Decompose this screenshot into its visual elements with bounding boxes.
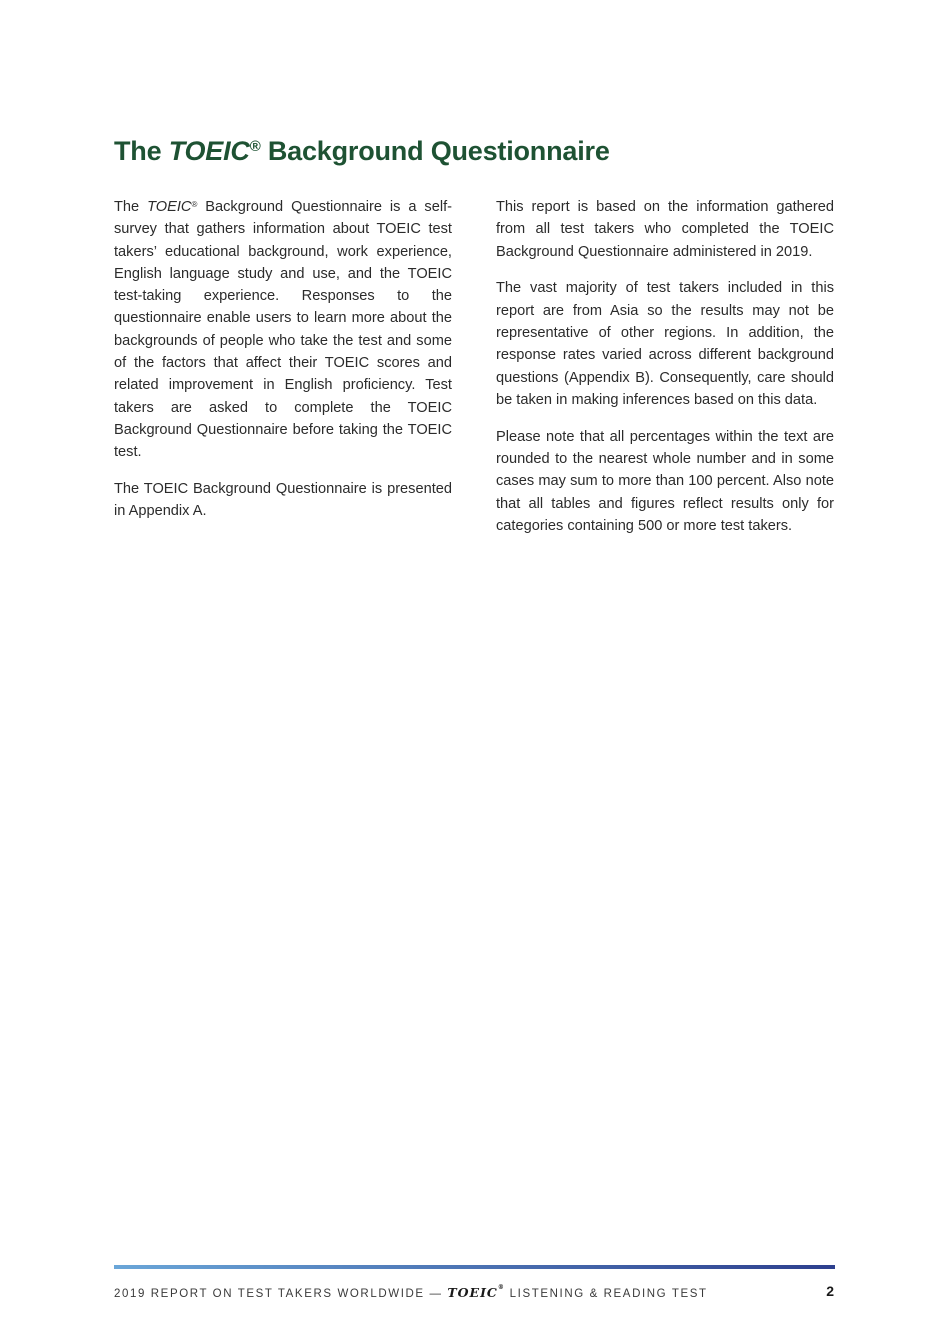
footer-test-label: LISTENING & READING TEST [504,1288,708,1300]
footer-report-title [114,1285,708,1300]
title-registered-mark: ® [249,138,261,155]
toeic-logo-text: TOEIC [447,1285,498,1300]
page-number: 2 [826,1283,834,1299]
intro-brand: TOEIC [147,199,192,215]
title-prefix: The [114,136,169,166]
title-suffix: Background Questionnaire [260,136,610,166]
title-brand: TOEIC [168,136,250,166]
representativeness-paragraph: The vast majority of test takers included in this report are from Asia so the results may not be representative of other regions. In addition, the response rates varied across different background questions (Appendix B). Consequently, care should be taken in making inferences based on this data. [496,280,834,408]
report-basis-paragraph: This report is based on the information gathered from all test takers who completed the TOEIC Background Questionnaire administered in 2019. [496,199,834,260]
footer-report-label: 2019 REPORT ON TEST TAKERS WORLDWIDE — [114,1288,448,1300]
footer-rule [114,1265,835,1269]
intro-lead: The [114,199,148,215]
toeic-logo [447,1285,505,1300]
page-title [114,136,610,167]
toeic-logo-registered-mark: ® [497,1284,505,1291]
intro-registered-mark: ® [191,200,198,209]
right-column [496,196,834,552]
appendix-paragraph: The TOEIC Background Questionnaire is presented in Appendix A. [114,481,452,520]
percentages-note-paragraph: Please note that all percentages within the text are rounded to the nearest whole number and in some cases may sum to more than 100 percent. Also note that all tables and figures reflect results only for categories containing 500 or more test takers. [496,428,834,534]
intro-body: Background Questionnaire is a self-survey that gathers information about TOEIC test takers’ educational background, work experience, English language study and use, and the TOEIC test-taking experience. Responses to the questionnaire enable users to learn more about the backgrounds of people who take the test and some of the factors that affect their TOEIC scores and related improvement in English proficiency. Test takers are asked to complete the TOEIC Background Questionnaire before taking the TOEIC test. [114,199,453,461]
left-column [114,196,452,537]
intro-paragraph [114,196,452,464]
